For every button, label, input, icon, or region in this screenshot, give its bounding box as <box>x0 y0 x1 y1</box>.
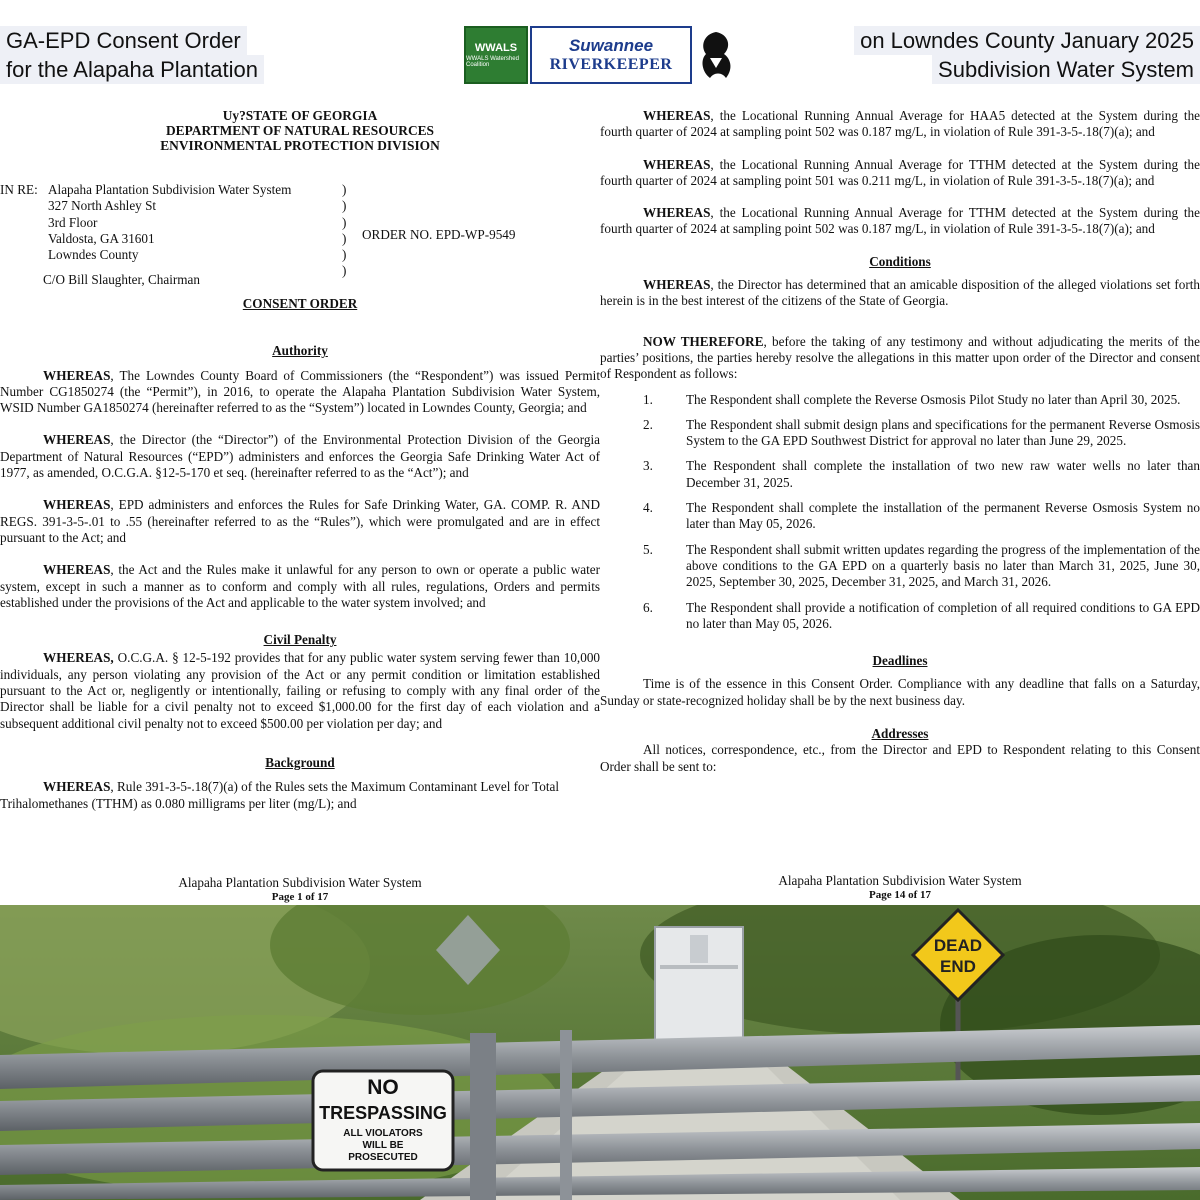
authority-paragraph: WHEREAS, the Act and the Rules make it unlawful for any person to own or operate a public water system, except in such a manner as to conform and comply with all rules, regulations, Orders and permits established under the provisions of the Act and applicable to the water system involved; and <box>0 562 601 610</box>
agency-header <box>0 108 600 153</box>
case-caption <box>0 182 600 287</box>
caption-left-line2: for the Alapaha Plantation <box>0 55 264 84</box>
caption-right-line1: on Lowndes County January 2025 <box>854 26 1200 55</box>
list-item: 3. The Respondent shall complete the installation of two new raw water wells no later than December 31, 2025. <box>643 458 1200 490</box>
sign-trespassing: TRESPASSING <box>319 1103 447 1123</box>
gate-photo-illustration <box>0 905 1200 1200</box>
footer-title: Alapaha Plantation Subdivision Water System <box>778 873 1022 888</box>
caption-right-line2: Subdivision Water System <box>932 55 1200 84</box>
whereas-paragraph: WHEREAS, the Locational Running Annual Average for HAA5 detected at the System during the fourth quarter of 2024 at sampling point 502 was 0.187 mg/L, in violation of Rule 391-3-5-.18(7)(a); and <box>600 108 1200 140</box>
logo-strip <box>464 26 738 84</box>
civil-penalty-paragraph: WHEREAS, O.C.G.A. § 12-5-192 provides that for any public water system serving fewer than 10,000 individuals, any person violating any provision of the Act or any permit condition or limitation established pursuant to the Act or, negligently or intentionally, failing or refusing to comply with any final order of the Director shall be liable for a civil penalty not to exceed $1,000.00 for the first day of each violation and a subsequent additional civil penalty not to exceed $500.00 per violation per day; and <box>0 650 601 731</box>
background-heading: Background <box>265 754 335 770</box>
address-line: 3rd Floor <box>48 214 98 230</box>
document-page-1 <box>0 108 600 812</box>
riverkeeper-logo <box>530 26 692 84</box>
address-line: 327 North Ashley St <box>48 198 157 214</box>
conditions-list <box>600 392 1200 633</box>
list-item: 1. The Respondent shall complete the Reverse Osmosis Pilot Study no later than April 30, 2025. <box>643 391 1181 407</box>
agency-line-3: ENVIRONMENTAL PROTECTION DIVISION <box>160 138 440 153</box>
caption-parens: ) ) ) ) ) ) <box>342 182 347 279</box>
gate-photo <box>0 905 1200 1200</box>
in-re-label: IN RE: <box>0 182 38 197</box>
footer-page-number: Page 14 of 17 <box>868 889 931 901</box>
riverkeeper-logo-line2: RIVERKEEPER <box>549 56 673 73</box>
addresses-heading: Addresses <box>871 726 929 742</box>
alapaha-trail-logo-icon <box>694 26 738 84</box>
consent-order-title: CONSENT ORDER <box>242 296 358 311</box>
sign-violators-1: ALL VIOLATORS <box>343 1128 423 1139</box>
list-item: 2. The Respondent shall submit design plans and specifications for the permanent Reverse Osmosis System to the GA EPD Southwest District for approval no later than June 29, 2025. <box>643 416 1200 449</box>
deadlines-heading: Deadlines <box>872 653 928 669</box>
authority-paragraph: WHEREAS, The Lowndes County Board of Commissioners (the “Respondent”) was issued Permit Number CG1850274 (the “Permit”), in 2016, to operate the Alapaha Plantation Subdivision Water System, WSID Number GA1850274 (hereinafter referred to as the “System”) located in Lowndes County, Georgia; and <box>0 367 601 416</box>
address-line: Alapaha Plantation Subdivision Water System <box>48 182 292 197</box>
list-item: 6. The Respondent shall provide a notification of completion of all required conditions to GA EPD no later than May 05, 2026. <box>643 599 1200 631</box>
caption-right <box>854 26 1200 84</box>
wwals-logo-text: WWALS <box>474 42 518 54</box>
agency-line-1: Uy?STATE OF GEORGIA <box>222 108 378 123</box>
authority-heading: Authority <box>272 343 328 359</box>
footer-page-number: Page 1 of 17 <box>271 891 329 903</box>
caption-left-line1: GA-EPD Consent Order <box>0 26 247 55</box>
sign-violators-2: WILL BE <box>362 1140 404 1151</box>
respondent-address <box>48 182 291 263</box>
background-paragraph: WHEREAS, Rule 391-3-5-.18(7)(a) of the Rules sets the Maximum Contaminant Level for Total Trihalomethanes (TTHM) as 0.080 milligrams per liter (mg/L); and <box>0 779 559 811</box>
conditions-heading: Conditions <box>869 253 931 269</box>
address-line: Lowndes County <box>48 247 139 263</box>
agency-line-2: DEPARTMENT OF NATURAL RESOURCES <box>166 123 434 138</box>
whereas-paragraph: WHEREAS, the Locational Running Annual Average for TTHM detected at the System during the fourth quarter of 2024 at sampling point 502 was 0.187 mg/L, in violation of Rule 391-3-5-.18(7)(a); and <box>600 205 1200 237</box>
dead-end-line2: END <box>940 957 976 976</box>
care-of-line: C/O Bill Slaughter, Chairman <box>43 272 200 287</box>
list-item: 4. The Respondent shall complete the installation of the permanent Reverse Osmosis System no later than May 05, 2026. <box>643 500 1200 532</box>
page-1-footer <box>0 876 600 904</box>
conditions-paragraph: WHEREAS, the Director has determined that an amicable disposition of the alleged violations set forth herein is in the best interest of the citizens of the State of Georgia. <box>600 277 1200 309</box>
authority-paragraph: WHEREAS, the Director (the “Director”) of the Environmental Protection Division of the Georgia Department of Natural Resources (“EPD”) administers and enforces the Georgia Safe Drinking Water Act of 1977, as amended, O.C.G.A. §12-5-170 et seq. (hereinafter referred to as the “Act”); and <box>0 432 601 481</box>
wwals-logo-subtext: WWALS Watershed Coalition <box>466 56 519 68</box>
document-page-14 <box>600 108 1200 775</box>
authority-paragraph: WHEREAS, EPD administers and enforces the Rules for Safe Drinking Water, GA. COMP. R. AND REGS. 391-3-5-.01 to .55 (hereinafter referred to as the “Rules”), which were promulgated and are in effect pursuant to the Act; and <box>0 497 600 545</box>
sign-violators-3: PROSECUTED <box>348 1152 418 1163</box>
sign-no: NO <box>367 1076 399 1099</box>
order-number: ORDER NO. EPD-WP-9549 <box>362 227 516 242</box>
now-therefore-paragraph: NOW THEREFORE, before the taking of any testimony and without adjudicating the merits of the parties’ positions, the parties hereby resolve the allegations in this matter upon order of the Director and consent of Respondent as follows: <box>600 333 1200 382</box>
wwals-logo <box>464 26 528 84</box>
addresses-paragraph: All notices, correspondence, etc., from the Director and EPD to Respondent relating to this Consent Order shall be sent to: <box>600 742 1200 774</box>
address-line: Valdosta, GA 31601 <box>48 230 155 246</box>
civil-penalty-heading: Civil Penalty <box>263 632 337 648</box>
caption-left <box>0 26 264 84</box>
page-14-footer <box>600 874 1200 902</box>
no-trespassing-sign <box>313 1071 453 1170</box>
deadlines-paragraph: Time is of the essence in this Consent Order. Compliance with any deadline that falls on a Saturday, Sunday or state-recognized holiday shall be by the next business day. <box>600 676 1200 708</box>
riverkeeper-logo-line1: Suwannee <box>568 36 654 55</box>
footer-title: Alapaha Plantation Subdivision Water System <box>178 875 422 890</box>
list-item: 5. The Respondent shall submit written updates regarding the progress of the implementation of the above conditions to the GA EPD on a quarterly basis no later than March 31, 2025, June 30, 2025, September 30, 2025, December 31, 2025, and March 31, 2026. <box>643 541 1200 590</box>
dead-end-line1: DEAD <box>933 936 983 955</box>
whereas-paragraph: WHEREAS, the Locational Running Annual Average for TTHM detected at the System during the fourth quarter of 2024 at sampling point 501 was 0.211 mg/L, in violation of Rule 391-3-5-.18(7)(a); and <box>600 156 1200 188</box>
